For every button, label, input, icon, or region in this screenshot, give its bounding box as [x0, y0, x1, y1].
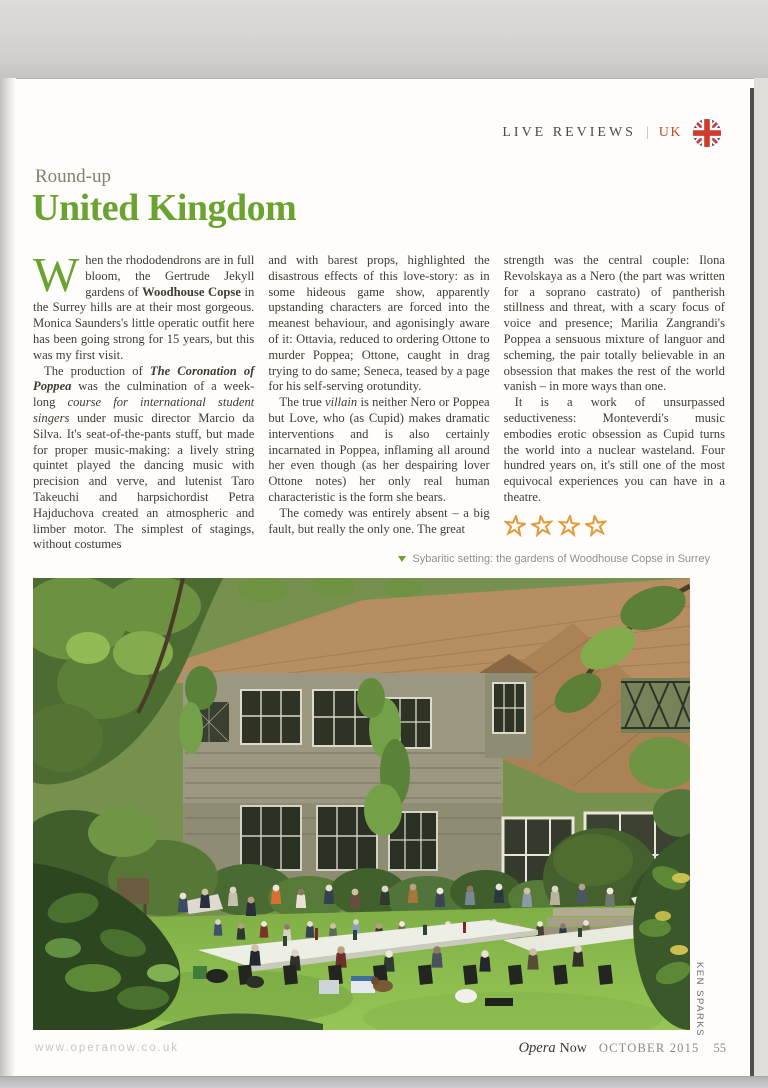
- scanner-background: [0, 0, 768, 79]
- footer-website: www.operanow.co.uk: [35, 1042, 180, 1054]
- paragraph: and with barest props, highlighted the disastrous effects of this love-story: as in some hideous game show, apparently upstanding characters are forced into the meanest behaviour, and agonisingly aware of it: Ottavia, reduced to ordering Ottone to murder Poppea; Ottone, caught in drag trying to do same; Seneca, teased by a page for his self-serving orotundity.: [268, 253, 490, 394]
- paragraph: The true villain is neither Nero or Poppea but Love, who (as Cupid) makes dramatic interventions and is also certainly incarnated in Poppea, inflaming all around her even though (as her despairing lover Ottone notes) her only real human characteristic is the form she bears.: [268, 395, 490, 504]
- star-icon: [531, 515, 553, 537]
- page-edge-bottom: [0, 1076, 768, 1088]
- paragraph: It is a work of unsurpassed seductiveness: Monteverdi's music embodies erotic obsession as Cupid turns the world into a nuclear wasteland. Four hundred years on, it's still one of the most equivocal experiences you can have in a theatre.: [503, 395, 725, 504]
- footer-issue-info: [519, 1040, 726, 1057]
- caption-text: Sybaritic setting: the gardens of Woodhouse Copse in Surrey: [412, 553, 710, 565]
- paragraph: The production of The Coronation of Poppea was the culmination of a week-long course for international student singers under music director Marcio da Silva. It's seat-of-the-pants stuff, but made for proper music-making: a lively string quintet played the dancing music with precision and verve, and lutenist Taro Takeuchi and harpsichordist Petra Hajduchova created an atmospheric and limber motor. The simplest of stagings, without costumes: [33, 363, 255, 552]
- uk-flag-icon: [692, 118, 722, 148]
- caption-arrow-icon: [398, 556, 406, 562]
- paragraph: The comedy was entirely absent – a big fault, but really the only one. The great: [268, 505, 490, 536]
- region-label: UK: [658, 125, 682, 140]
- header-divider: |: [645, 125, 649, 140]
- kicker: Round-up: [35, 166, 111, 187]
- paragraph: strength was the central couple: Ilona Revolskaya as a Nero (the part was written for a soprano castrato) of pantherish stillness and threat, with a scary focus of voice and presence; Marilia Zangrandi's Poppea a sensuous mixture of languor and scheming, the pair totally believable in an obsession that makes the rest of the world vanish – in more ways than one.: [503, 253, 725, 394]
- page-header: [502, 118, 722, 148]
- section-label: LIVE REVIEWS: [502, 125, 636, 140]
- issue-date: OCTOBER 2015: [598, 1041, 700, 1055]
- star-rating: [504, 515, 725, 537]
- text-column: [268, 253, 489, 553]
- photo-credit: KEN SPARKS: [694, 962, 705, 1038]
- star-icon: [585, 515, 607, 537]
- garden-party-photo-illustration: [33, 578, 690, 1030]
- page-edge-left: [0, 78, 16, 1088]
- drop-cap: W: [33, 247, 80, 302]
- page-title: United Kingdom: [32, 187, 297, 229]
- photo-caption: [398, 553, 710, 565]
- star-icon: [504, 515, 526, 537]
- page-number: 55: [713, 1041, 726, 1055]
- page-edge-right: [754, 78, 768, 1088]
- magazine-name-roman: Now: [559, 1041, 587, 1056]
- article-body: [33, 247, 725, 553]
- magazine-name-italic: Opera: [518, 1040, 556, 1056]
- paragraph: When the rhododendrons are in full bloom, the Gertrude Jekyll gardens of Woodhouse Copse in the Surrey hills are at their most gorgeous. Monica Saunders's little operatic outfit here has been going strong for 15 years, but this was my first visit.: [33, 247, 255, 362]
- text-column: [504, 253, 725, 553]
- star-icon: [558, 515, 580, 537]
- text-column: [33, 247, 255, 553]
- garden-party-photo: [33, 578, 690, 1030]
